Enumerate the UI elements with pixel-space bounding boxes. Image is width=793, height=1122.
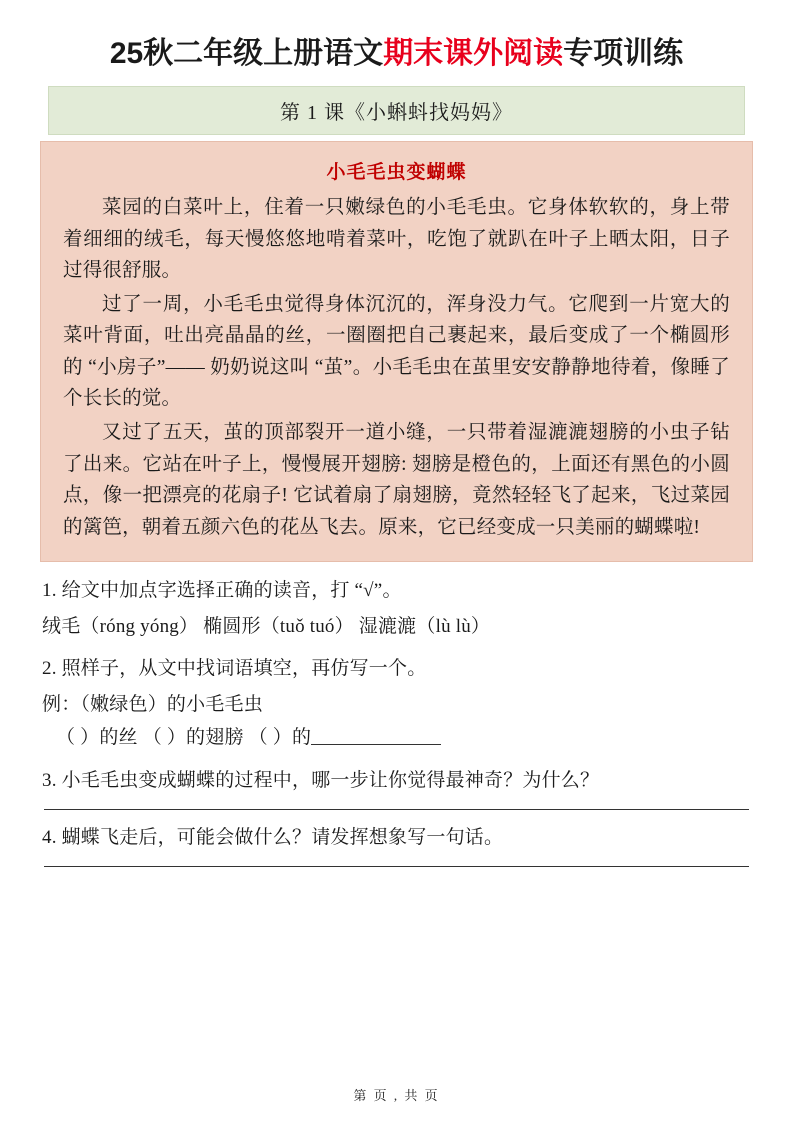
- question-prompt: 3. 小毛毛虫变成蝴蝶的过程中，哪一步让你觉得最神奇？为什么？: [42, 769, 600, 791]
- question-prompt: 2. 照样子，从文中找词语填空，再仿写一个。: [42, 658, 427, 680]
- reading-passage: [40, 141, 753, 562]
- page-title: [34, 36, 759, 72]
- question-example: 例：（嫩绿色）的小毛毛虫: [42, 693, 263, 715]
- question-item: [42, 766, 751, 810]
- title-prefix: 25秋二年级上册语文: [109, 37, 384, 70]
- passage-paragraph: 过了一周，小毛毛虫觉得身体沉沉的，浑身没力气。它爬到一片宽大的菜叶背面，吐出亮晶晶的丝，一圈圈把自己裹起来，最后变成了一个椭圆形的 “小房子”—— 奶奶说这叫 “茧”。小毛毛虫在茧里安安静静地待着，像睡了个长长的觉。: [63, 293, 730, 410]
- passage-paragraph: 菜园的白菜叶上，住着一只嫩绿色的小毛毛虫。它身体软软的，身上带着细细的绒毛，每天慢悠悠地啃着菜叶，吃饱了就趴在叶子上晒太阳，日子过得很舒服。: [63, 197, 730, 282]
- question-fill-blanks[interactable]: [42, 723, 751, 752]
- answer-rule[interactable]: [44, 866, 749, 867]
- lesson-band: [48, 86, 745, 135]
- passage-title: 小毛毛虫变蝴蝶: [326, 162, 467, 183]
- write-blank-line[interactable]: [311, 725, 441, 745]
- questions-section: [42, 576, 751, 867]
- question-item: [42, 654, 751, 752]
- fill-blank-line[interactable]: （ ）的丝 （ ）的翅膀 （ ）的: [56, 727, 312, 749]
- title-suffix: 专项训练: [563, 37, 684, 70]
- question-item: [42, 576, 751, 641]
- page-footer: 第 页 , 共 页: [353, 1088, 440, 1103]
- passage-paragraph: 又过了五天，茧的顶部裂开一道小缝，一只带着湿漉漉翅膀的小虫子钻了出来。它站在叶子上，慢慢展开翅膀: 翅膀是橙色的，上面还有黑色的小圆点，像一把漂亮的花扇子! 它试着扇了扇翅膀，竟然轻轻飞了起来，飞过菜园的篱笆，朝着五颜六色的花丛飞去。原来，它已经变成一只美丽的蝴蝶啦!: [63, 422, 730, 538]
- answer-rule[interactable]: [44, 809, 749, 810]
- question-choices[interactable]: 绒毛（róng yóng） 椭圆形（tuǒ tuó） 湿漉漉（lù lù）: [42, 615, 491, 637]
- question-prompt: 1. 给文中加点字选择正确的读音，打 “√”。: [42, 580, 402, 602]
- title-highlight: 期末课外阅读: [383, 37, 564, 70]
- question-prompt: 4. 蝴蝶飞走后，可能会做什么？请发挥想象写一句话。: [42, 826, 504, 848]
- question-item: [42, 823, 751, 867]
- lesson-band-label: 第 1 课《小蝌蚪找妈妈》: [280, 102, 513, 124]
